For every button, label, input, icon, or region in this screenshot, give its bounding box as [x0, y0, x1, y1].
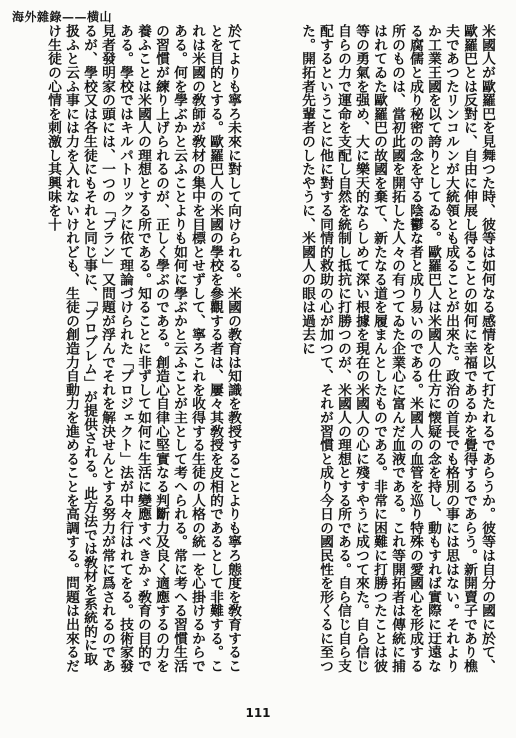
column-text: 於てよりも寧ろ未來に對して向けられる。米國の教育は知識を教授することよりも寧ろ態度を敎育することを目的とする。歐羅巴人の米國の學校を參觀する者は、屢々其敎授を皮相的であるとして非難する。これは米國の敎師が敎材の集中を目標とせずして、寧ろこれを收得する生徒の人格の統一を心掛けるからである。何を學ぶかと云ふことよりも如何に學ぶかと云ふことが主として考へられる。常に考へる習慣生活の習慣が練り上げられるのが、正しく學ぶのである。創造心自律心堅實なる判斷力及良く適應するの力を養ふことは米國人の理想とする所である。知ることに非ずして如何に生活に變應すべきかゞ敎育の目的である。學校ではキルパトリックに依て理論づけられた「プロジェクト」法が中々行はれてをる。技術家發見者發明家の頭には、一つの「プラン」又問題が浮んでそれを解決せんとする努力が常に爲されるのであるが、學校又は各生徒にもそれと同じ事に、「プロブレム」が提供される。此方法では敎材を系統的に取扱ふと云ふ事には力を入れないけれども、生徒の創造力自動力を進めることを高調する。問題は出來るだけ生徒の心情を刺激し其興味を十 [45, 24, 241, 673]
column-text: 米國人が歐羅巴を見舞つた時、彼等は如何なる感情を以て打たれるであらうか。彼等は自分の國に於て、歐羅巴とは反對に、自由に伸展し得ることの如何に幸福であるかを覺得するであらう。新開賣子であり樵夫であつたリンコルンが大統領とも成ることが出來た。政治の首長でも格別の事には思はない。それよりか工業王國を以て誇りとしてゐる。歐羅巴人は米國人の仕方に懐疑の念を持し、動もすれば實際に迂遠なる腐儒と成り秘密の念を守る陰鬱な者と成り易いのである。米國人の血管を巡り特殊の愛國心を形成する所のものは、當初此國を開拓した人々の有つてゐた企業心に富んだ血液である。これ等開拓者は傳統に捕はれてゐた歐羅巴の故國を棄て、新たなる道を履まんとしたものである。非常に困難に打勝つたことは彼等の勇氣を强め、大に樂天的ならしめて深い根據を現在の米國人の心に殘すやうに成つて來た。自ら信じ自らの力で運命を支配し自然を統制し抵抗に打勝つのが、米國人の理想とする所である。自ら信じ自ら支配するということに他に對する同情的救助の心が加つて、それが習慣と成り今日の國民性を形くるに至つた。開拓者先輩者のしたやうに、米國人の眼は過去に [299, 24, 495, 673]
page-number: 111 [245, 706, 271, 720]
text-column-right [272, 24, 496, 676]
text-column-left [18, 24, 242, 676]
running-header: 海外雜錄——横山 [12, 10, 113, 24]
